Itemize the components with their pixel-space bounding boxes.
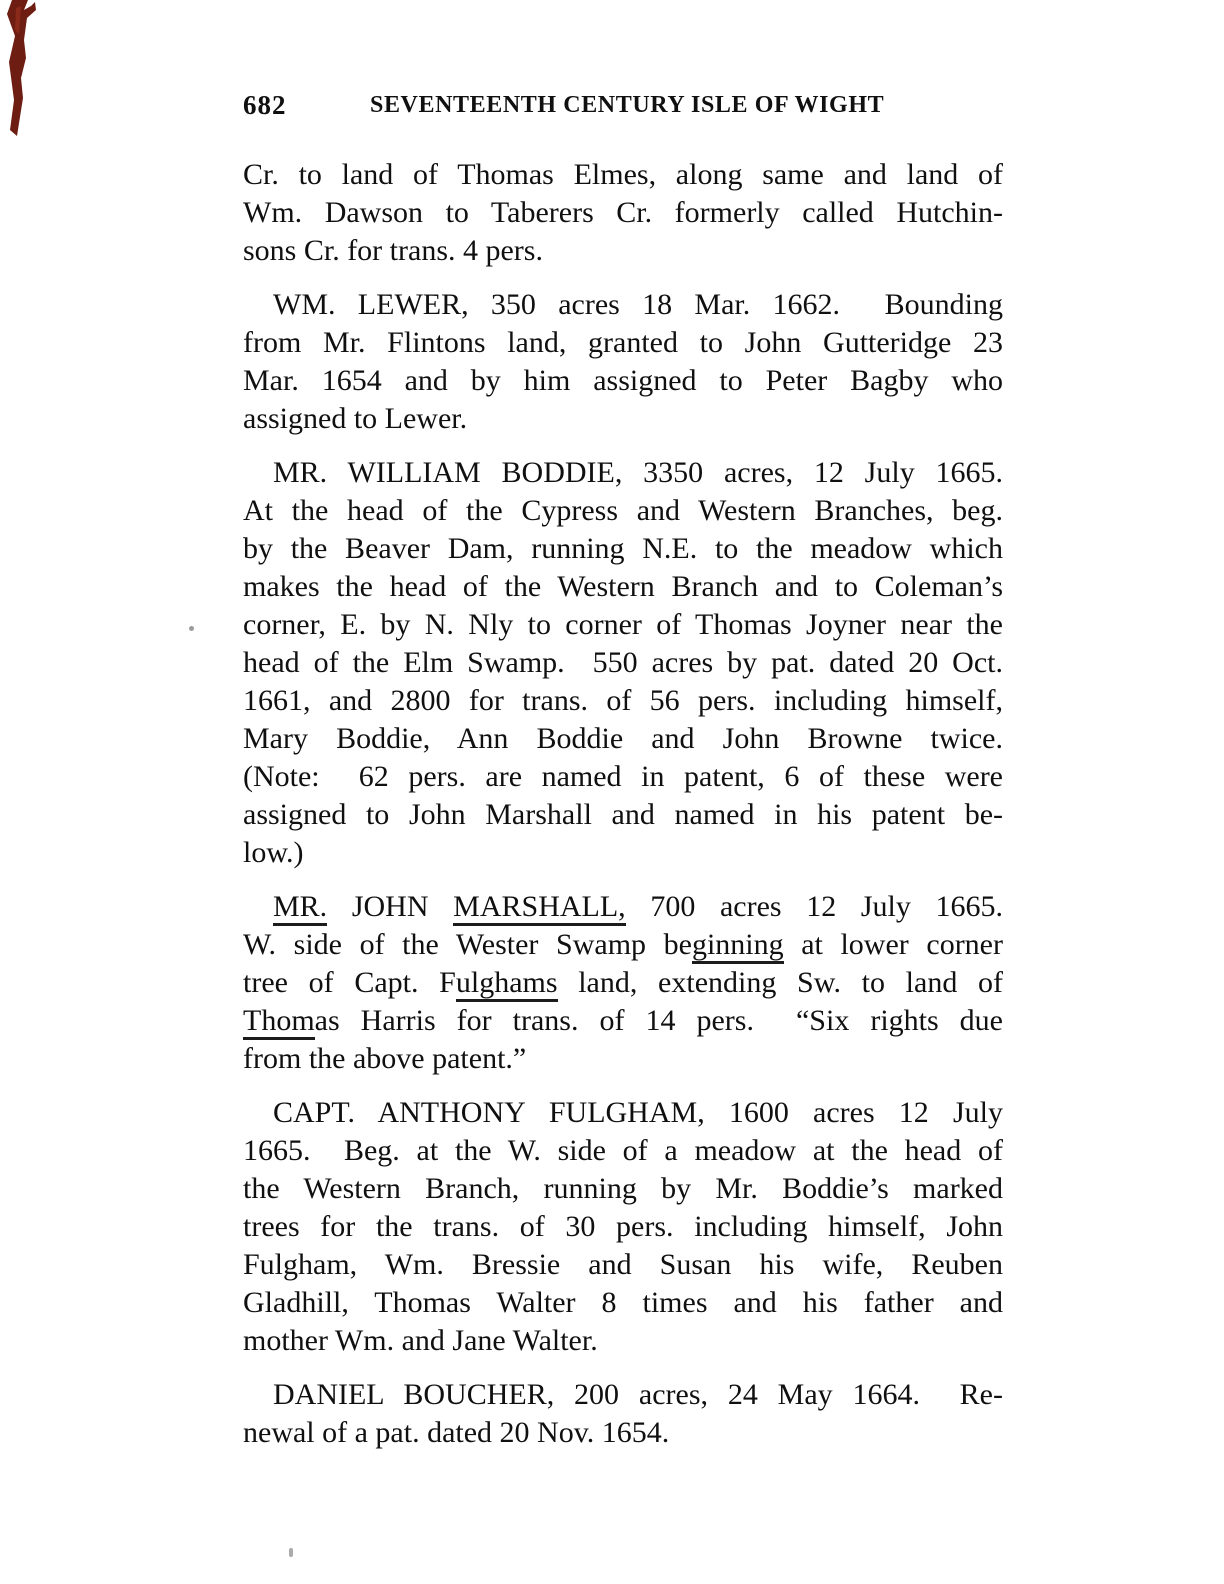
- text-line: mother Wm. and Jane Walter.: [243, 1324, 598, 1357]
- text-segment: JOHN: [327, 890, 454, 923]
- text-segment: at lower corner: [783, 928, 1003, 961]
- text-line: from the above patent.”: [243, 1042, 527, 1075]
- text-line: trees for the trans. of 30 pers. including himself, John: [243, 1210, 1003, 1243]
- text-line: DANIEL BOUCHER, 200 acres, 24 May 1664. Re-: [273, 1378, 1003, 1411]
- text-line: [243, 964, 1003, 1002]
- text-line: from Mr. Flintons land, granted to John Gutteridge 23: [243, 326, 1003, 359]
- scan-speck: [189, 626, 194, 631]
- running-header: [243, 90, 1003, 120]
- paragraph: [243, 1094, 1003, 1360]
- text-line: sons Cr. for trans. 4 pers.: [243, 234, 543, 267]
- underlined-text: ginning: [692, 928, 784, 964]
- text-line: Mary Boddie, Ann Boddie and John Browne twice.: [243, 722, 1003, 755]
- text-segment: as Harris for trans. of 14 pers. “Six rights due: [314, 1004, 1003, 1037]
- text-line: Fulgham, Wm. Bressie and Susan his wife, Reuben: [243, 1248, 1003, 1281]
- text-line: by the Beaver Dam, running N.E. to the meadow which: [243, 532, 1003, 565]
- text-segment: 700 acres 12 July 1665.: [625, 890, 1004, 923]
- text-segment: tree of Capt. F: [243, 966, 456, 999]
- text-line: assigned to John Marshall and named in his patent be-: [243, 798, 1003, 831]
- text-line: makes the head of the Western Branch and to Coleman’s: [243, 570, 1003, 603]
- text-line: [243, 1002, 1003, 1040]
- text-line: WM. LEWER, 350 acres 18 Mar. 1662. Bounding: [273, 288, 1003, 321]
- text-line: Gladhill, Thomas Walter 8 times and his father and: [243, 1286, 1003, 1319]
- ink-smudge-mark: [2, 0, 38, 138]
- text-line: Wm. Dawson to Taberers Cr. formerly called Hutchin-: [243, 196, 1003, 229]
- paragraph: [243, 156, 1003, 270]
- paragraph: [243, 1376, 1003, 1452]
- text-line: [243, 888, 1003, 926]
- underlined-text: ulghams: [456, 966, 558, 1002]
- running-title: SEVENTEENTH CENTURY ISLE OF WIGHT: [370, 92, 885, 118]
- page-number: 682: [243, 90, 287, 120]
- text-line: newal of a pat. dated 20 Nov. 1654.: [243, 1416, 670, 1449]
- text-line: low.): [243, 836, 304, 869]
- text-segment: land, extending Sw. to land of: [557, 966, 1003, 999]
- body-text-block: [243, 156, 1003, 1452]
- text-line: assigned to Lewer.: [243, 402, 468, 435]
- text-line: 1665. Beg. at the W. side of a meadow at the head of: [243, 1134, 1003, 1167]
- underlined-text: MARSHALL,: [453, 890, 626, 926]
- underlined-text: Thom: [243, 1004, 315, 1040]
- text-line: Cr. to land of Thomas Elmes, along same and land of: [243, 158, 1003, 191]
- text-line: At the head of the Cypress and Western Branches, beg.: [243, 494, 1003, 527]
- text-line: corner, E. by N. Nly to corner of Thomas Joyner near the: [243, 608, 1003, 641]
- text-line: (Note: 62 pers. are named in patent, 6 of these were: [243, 760, 1003, 793]
- text-line: MR. WILLIAM BODDIE, 3350 acres, 12 July 1665.: [273, 456, 1003, 489]
- underlined-text: MR.: [273, 890, 327, 926]
- text-line: Mar. 1654 and by him assigned to Peter Bagby who: [243, 364, 1003, 397]
- paragraph: [243, 286, 1003, 438]
- scan-speck: [289, 1548, 293, 1557]
- paragraph: [243, 454, 1003, 872]
- text-line: head of the Elm Swamp. 550 acres by pat. dated 20 Oct.: [243, 646, 1003, 679]
- text-line: the Western Branch, running by Mr. Boddie’s marked: [243, 1172, 1003, 1205]
- text-line: [243, 926, 1003, 964]
- text-segment: W. side of the Wester Swamp be: [243, 928, 692, 961]
- text-line: CAPT. ANTHONY FULGHAM, 1600 acres 12 July: [273, 1096, 1003, 1129]
- paragraph: [243, 888, 1003, 1078]
- text-line: 1661, and 2800 for trans. of 56 pers. including himself,: [243, 684, 1003, 717]
